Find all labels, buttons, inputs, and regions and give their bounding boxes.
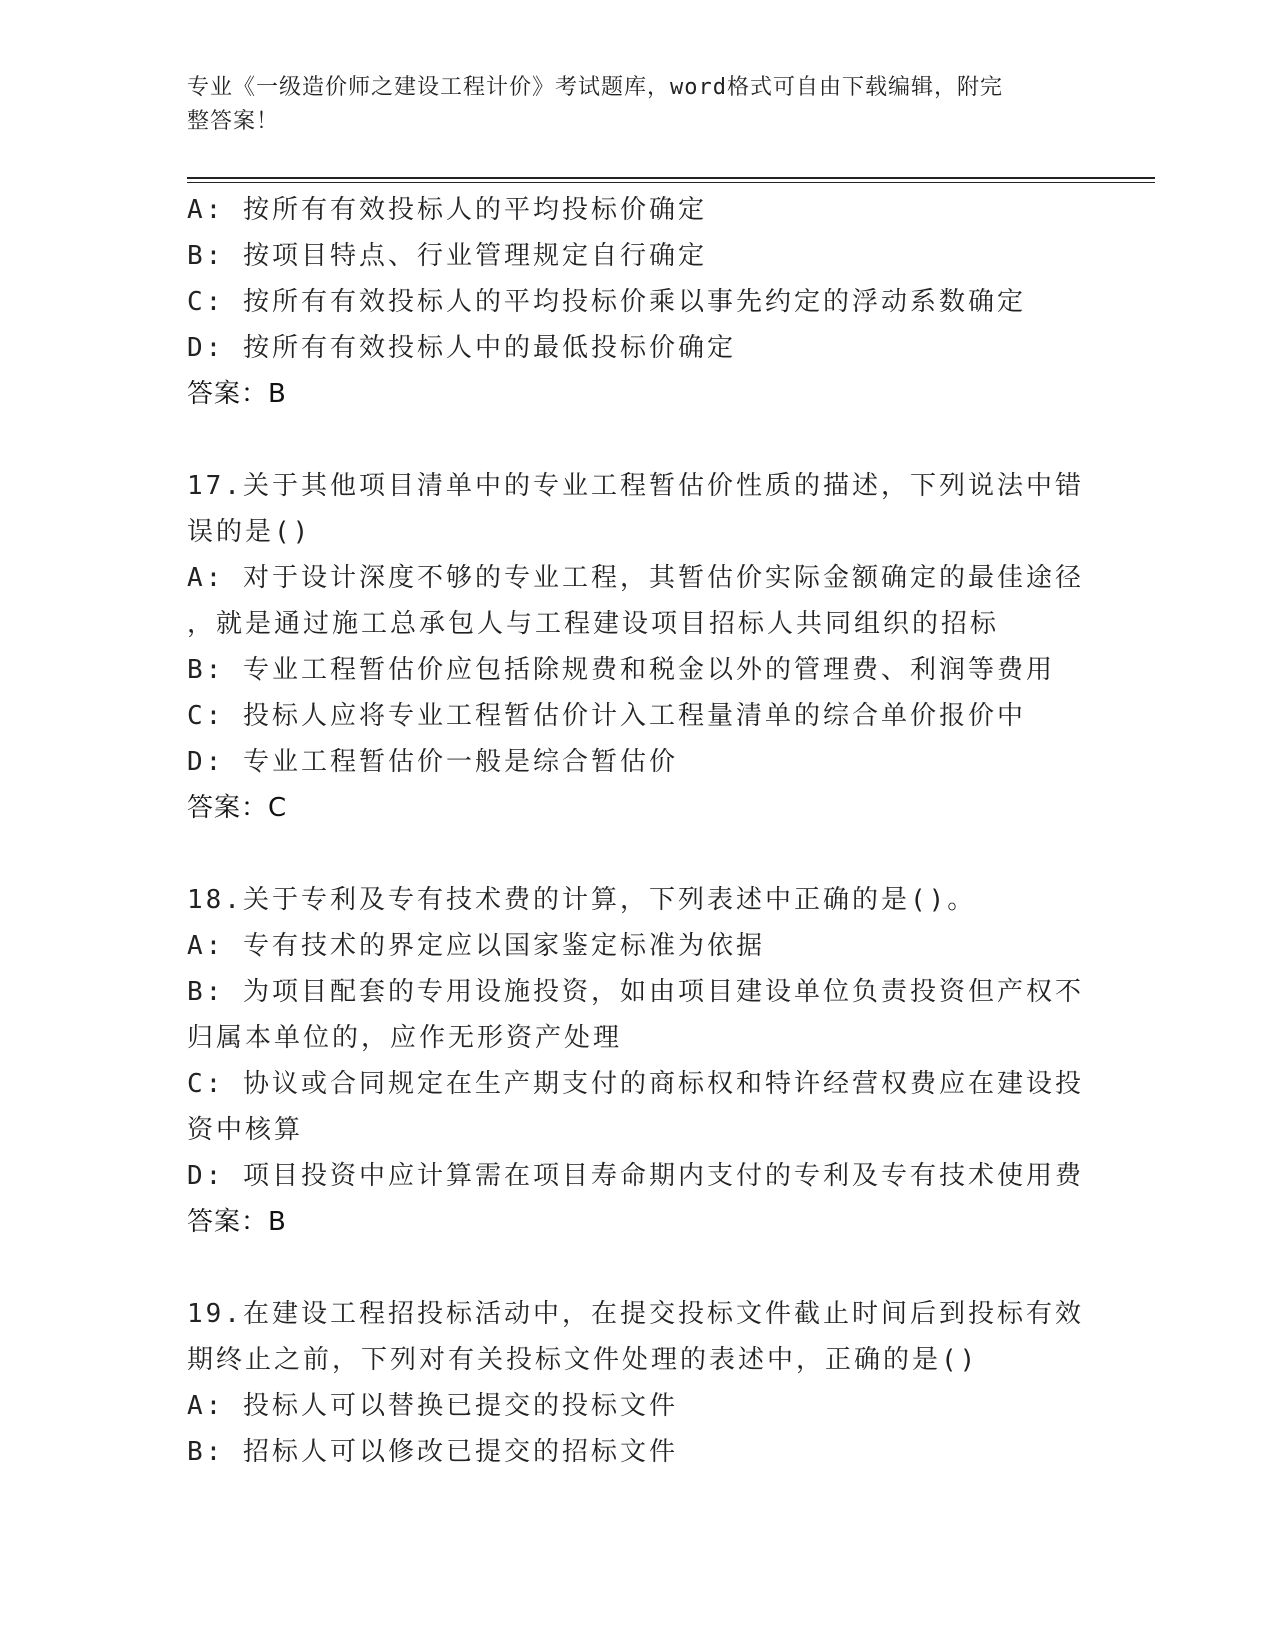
option-a: A: 专有技术的界定应以国家鉴定标准为依据	[187, 931, 765, 961]
answer-line: 答案：B	[187, 1207, 287, 1237]
option-a: A: 按所有有效投标人的平均投标价确定	[187, 195, 707, 225]
option-a: A: 对于设计深度不够的专业工程，其暂估价实际金额确定的最佳途径	[187, 563, 1084, 593]
document-header	[187, 71, 1067, 139]
header-divider-thin	[187, 182, 1155, 183]
option-a: A: 投标人可以替换已提交的投标文件	[187, 1391, 678, 1421]
question-16	[187, 187, 1067, 417]
option-b-cont: 归属本单位的，应作无形资产处理	[187, 1023, 623, 1053]
question-stem: 17.关于其他项目清单中的专业工程暂估价性质的描述，下列说法中错	[187, 471, 1084, 501]
question-stem: 19.在建设工程招投标活动中，在提交投标文件截止时间后到投标有效	[187, 1299, 1084, 1329]
question-list	[187, 187, 1084, 1475]
answer-line: 答案：B	[187, 379, 287, 409]
option-c: C: 按所有有效投标人的平均投标价乘以事先约定的浮动系数确定	[187, 287, 1026, 317]
header-line-2: 整答案！	[187, 109, 280, 134]
option-c: C: 投标人应将专业工程暂估价计入工程量清单的综合单价报价中	[187, 701, 1026, 731]
question-18	[187, 877, 1084, 1245]
question-19	[187, 1291, 1084, 1475]
question-stem: 18.关于专利及专有技术费的计算，下列表述中正确的是()。	[187, 885, 977, 915]
question-stem-cont: 期终止之前，下列对有关投标文件处理的表述中，正确的是()	[187, 1345, 979, 1375]
option-a-cont: ，就是通过施工总承包人与工程建设项目招标人共同组织的招标	[187, 609, 1000, 639]
header-divider-thick	[187, 177, 1155, 179]
header-line-1: 专业《一级造价师之建设工程计价》考试题库，word格式可自由下载编辑，附完	[187, 75, 1003, 100]
option-c-cont: 资中核算	[187, 1115, 304, 1145]
option-d: D: 项目投资中应计算需在项目寿命期内支付的专利及专有技术使用费	[187, 1161, 1084, 1191]
option-b: B: 按项目特点、行业管理规定自行确定	[187, 241, 707, 271]
option-b: B: 招标人可以修改已提交的招标文件	[187, 1437, 678, 1467]
option-b: B: 专业工程暂估价应包括除规费和税金以外的管理费、利润等费用	[187, 655, 1055, 685]
answer-line: 答案：C	[187, 793, 288, 823]
option-d: D: 按所有有效投标人中的最低投标价确定	[187, 333, 736, 363]
question-17	[187, 463, 1084, 831]
option-b: B: 为项目配套的专用设施投资，如由项目建设单位负责投资但产权不	[187, 977, 1084, 1007]
option-c: C: 协议或合同规定在生产期支付的商标权和特许经营权费应在建设投	[187, 1069, 1084, 1099]
option-d: D: 专业工程暂估价一般是综合暂估价	[187, 747, 678, 777]
question-stem-cont: 误的是()	[187, 517, 312, 547]
